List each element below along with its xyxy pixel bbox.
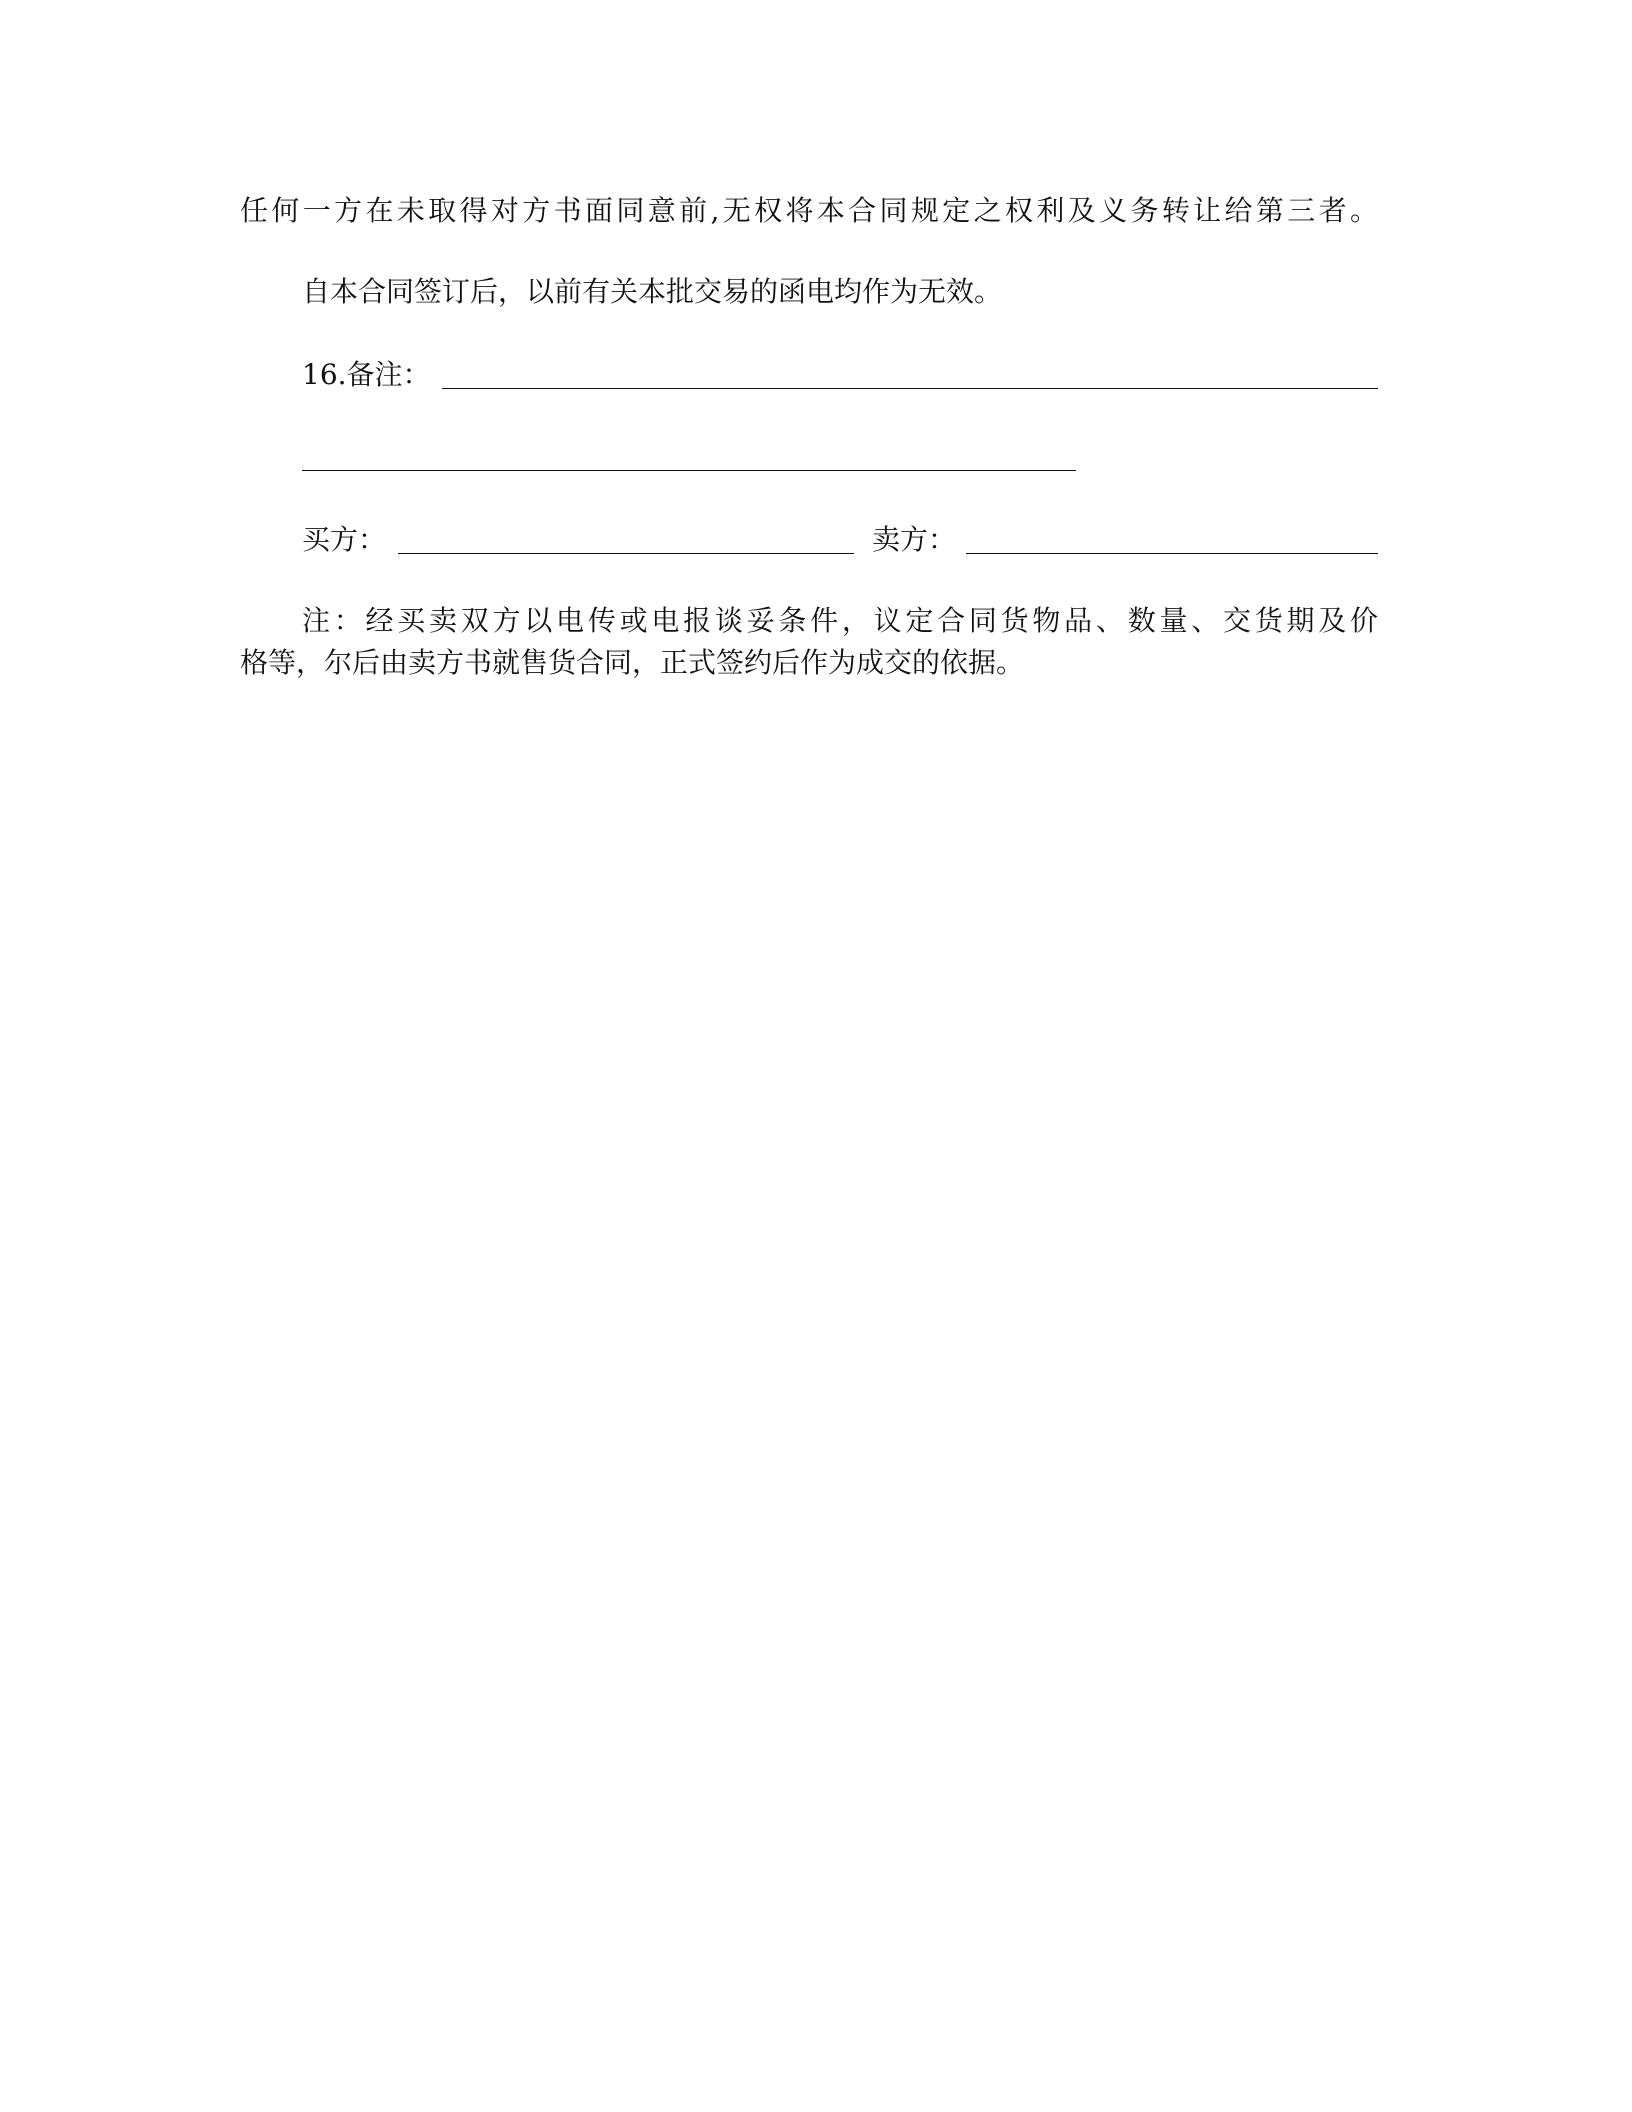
note-line-1: 注：经买卖双方以电传或电报谈妥条件，议定合同货物品、数量、交货期及价 [302,604,1378,637]
remarks-label: 16.备注： [302,358,431,391]
seller-label: 卖方： [872,523,957,556]
transfer-clause: 任何一方在未取得对方书面同意前,无权将本合同规定之权利及义务转让给第三者。 [240,194,1378,227]
remarks-blank-line-2[interactable] [302,470,1076,471]
seller-signature-line[interactable] [966,553,1378,554]
validity-clause: 自本合同签订后，以前有关本批交易的函电均作为无效。 [302,275,1003,308]
remarks-blank-line-1[interactable] [442,388,1378,389]
buyer-signature-line[interactable] [398,553,854,554]
note-line-2: 格等，尔后由卖方书就售货合同，正式签约后作为成交的依据。 [240,646,1025,679]
buyer-label: 买方： [302,523,387,556]
